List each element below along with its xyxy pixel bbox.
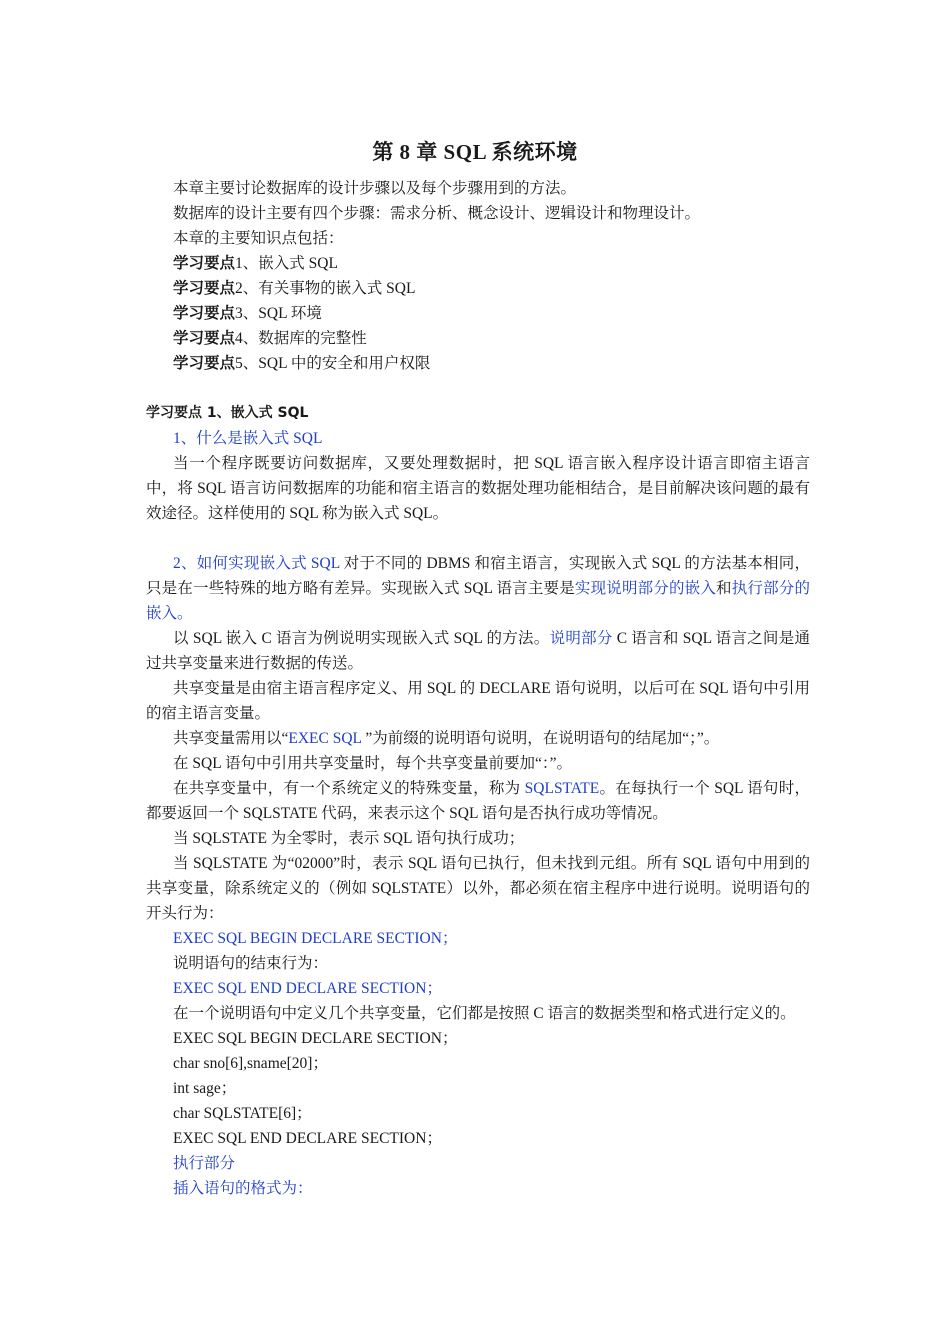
key-point-text: 3、SQL 环境 (235, 305, 322, 322)
key-point-1 (146, 251, 810, 276)
highlight-exec-sql: EXEC SQL (288, 730, 362, 747)
key-point-label: 学习要点 (173, 255, 236, 272)
key-point-text: 4、数据库的完整性 (235, 330, 367, 347)
key-point-4 (146, 326, 810, 351)
code-line: int sage； (173, 1080, 237, 1097)
spacer (146, 376, 810, 401)
document-body (146, 176, 810, 1201)
code-line: char SQLSTATE[6]； (173, 1105, 312, 1122)
intro-line-3: 本章的主要知识点包括： (173, 230, 344, 247)
code-line: EXEC SQL BEGIN DECLARE SECTION； (173, 1030, 458, 1047)
paragraph-shared-variables: 共享变量是由宿主语言程序定义、用 SQL 的 DECLARE 语句说明，以后可在 SQL 语句中引用的宿主语言变量。 (146, 680, 810, 722)
paragraph-exec-sql-prefix: 共享变量需用以“EXEC SQL ”为前缀的说明语句说明，在说明语句的结尾加“；”。 (173, 730, 720, 747)
chapter-title: 第 8 章 SQL 系统环境 (372, 140, 578, 164)
key-point-text: 1、嵌入式 SQL (235, 255, 338, 272)
spacer (146, 526, 810, 551)
paragraph-colon-prefix: 在 SQL 语句中引用共享变量时，每个共享变量前要加“：”。 (173, 755, 572, 772)
paragraph-end-line: 说明语句的结束行为： (173, 955, 329, 972)
paragraph-sqlstate: 在共享变量中，有一个系统定义的特殊变量，称为 SQLSTATE。在每执行一个 SQL 语句时，都要返回一个 SQLSTATE 代码，来表示这个 SQL 语句是否执行成功等情况。 (146, 780, 810, 822)
highlight-declaration-part: 说明部分 (549, 630, 613, 647)
code-line: char sno[6],sname[20]； (173, 1055, 328, 1072)
key-point-label: 学习要点 (173, 355, 236, 372)
key-point-3 (146, 301, 810, 326)
paragraph-c-types: 在一个说明语句中定义几个共享变量，它们都是按照 C 语言的数据类型和格式进行定义的。 (173, 1005, 796, 1022)
highlight-sqlstate: SQLSTATE (524, 780, 600, 797)
key-point-5 (146, 351, 810, 376)
key-point-2 (146, 276, 810, 301)
code-begin-declare: EXEC SQL BEGIN DECLARE SECTION； (173, 930, 458, 947)
highlight-execution-embedding: 执行部分的嵌入。 (146, 580, 810, 622)
key-point-text: 2、有关事物的嵌入式 SQL (235, 280, 416, 297)
paragraph-sqlstate-zero: 当 SQLSTATE 为全零时，表示 SQL 语句执行成功； (173, 830, 525, 847)
section-heading: 学习要点 1、嵌入式 SQL (146, 405, 309, 421)
paragraph-how-to-embed: 2、如何实现嵌入式 SQL 对于不同的 DBMS 和宿主语言，实现嵌入式 SQL 的方法基本相同，只是在一些特殊的地方略有差异。实现嵌入式 SQL 语言主要是实现说明部分的嵌入和执行部分的嵌入。 (146, 555, 810, 622)
code-line: EXEC SQL END DECLARE SECTION； (173, 1130, 442, 1147)
intro-line-2: 数据库的设计主要有四个步骤：需求分析、概念设计、逻辑设计和物理设计。 (173, 205, 701, 222)
intro-line-1: 本章主要讨论数据库的设计步骤以及每个步骤用到的方法。 (173, 180, 577, 197)
subheading-insert-format: 插入语句的格式为： (173, 1180, 313, 1197)
paragraph-sqlstate-02000: 当 SQLSTATE 为“02000”时，表示 SQL 语句已执行，但未找到元组。所有 SQL 语句中用到的共享变量，除系统定义的（例如 SQLSTATE）以外，都必须在宿主程序中进行说明。说明语句的开头行为： (146, 855, 810, 922)
subheading-exec-part: 执行部分 (173, 1155, 236, 1172)
code-end-declare: EXEC SQL END DECLARE SECTION； (173, 980, 442, 997)
key-point-label: 学习要点 (173, 330, 236, 347)
key-point-text: 5、SQL 中的安全和用户权限 (235, 355, 431, 372)
question-1: 1、什么是嵌入式 SQL (173, 430, 323, 447)
paragraph-embedded-sql-definition: 当一个程序既要访问数据库，又要处理数据时，把 SQL 语言嵌入程序设计语言即宿主语言中，将 SQL 语言访问数据库的功能和宿主语言的数据处理功能相结合，是目前解决该问题的最有效途径。这样使用的 SQL 称为嵌入式 SQL。 (146, 455, 810, 522)
key-point-label: 学习要点 (173, 280, 236, 297)
question-2: 2、如何实现嵌入式 SQL (173, 555, 340, 572)
paragraph-c-example: 以 SQL 嵌入 C 语言为例说明实现嵌入式 SQL 的方法。说明部分 C 语言和 SQL 语言之间是通过共享变量来进行数据的传送。 (146, 630, 810, 672)
key-point-label: 学习要点 (173, 305, 236, 322)
highlight-declaration-embedding: 实现说明部分的嵌入 (574, 580, 717, 597)
